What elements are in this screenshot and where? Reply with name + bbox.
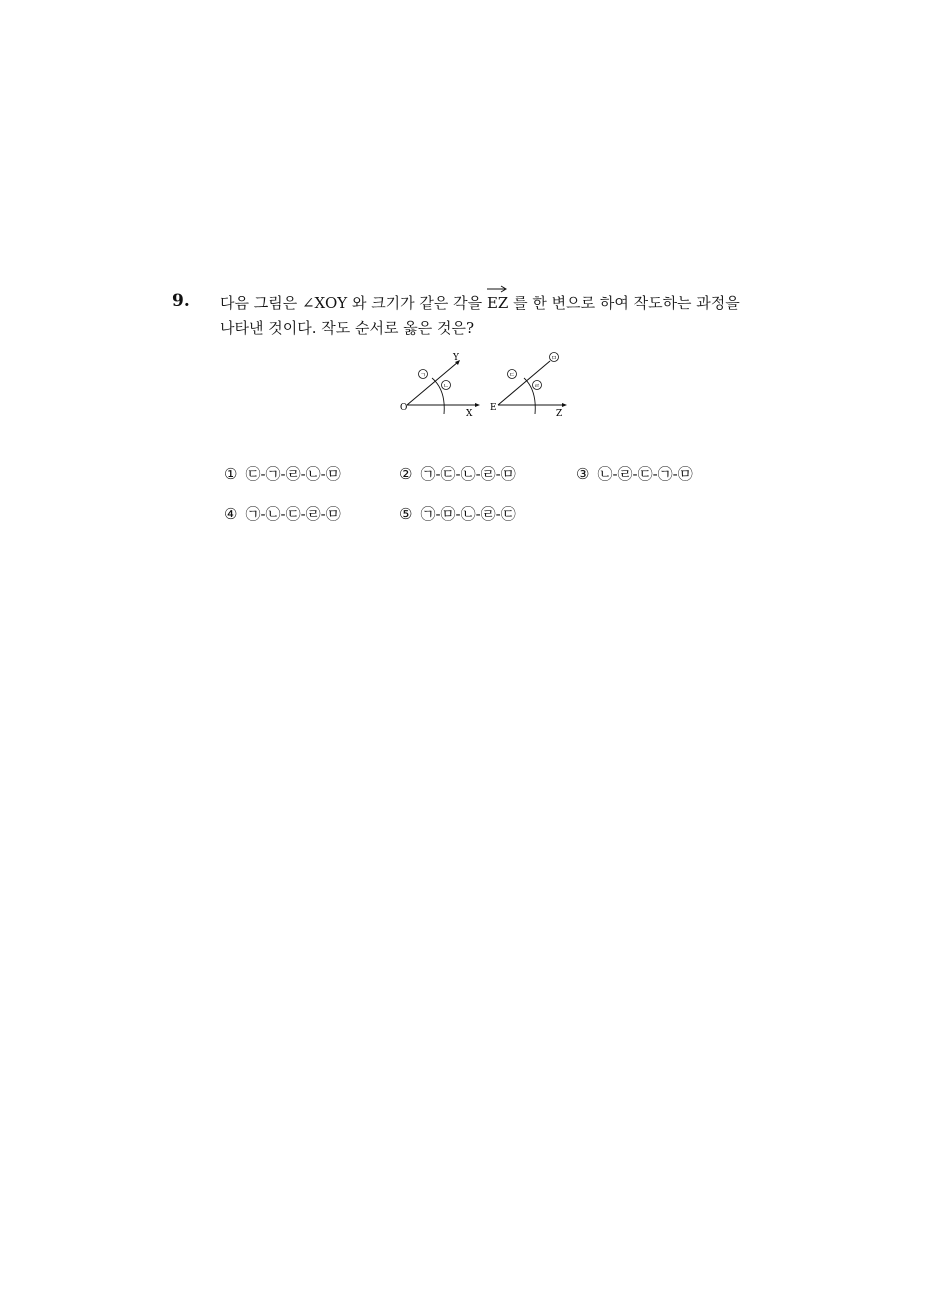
label-z: Z	[556, 409, 563, 419]
choice-text: ㉢-㉠-㉣-㉡-㉤	[245, 465, 341, 483]
answer-choice-5[interactable]	[399, 504, 516, 524]
label-o: O	[400, 403, 408, 413]
label-y: Y	[453, 353, 459, 363]
marker-giyeok: ㄱ	[420, 371, 426, 379]
question-text-line-2: 나타낸 것이다. 작도 순서로 옳은 것은?	[220, 319, 475, 337]
choice-number: ②	[399, 465, 413, 483]
answer-choice-2[interactable]	[399, 464, 516, 484]
marker-nieun: ㄴ	[443, 382, 449, 390]
choice-text: ㉡-㉣-㉢-㉠-㉤	[597, 465, 693, 483]
vector-arrow-icon	[487, 285, 507, 293]
label-e: E	[490, 403, 497, 413]
question-text-after-vector: 를 한 변으로 하여 작도하는 과정을	[508, 294, 740, 312]
choice-number: ③	[576, 465, 590, 483]
answer-choice-4[interactable]	[224, 504, 341, 524]
marker-digeut: ㄷ	[509, 371, 515, 379]
choice-text: ㉠-㉢-㉡-㉣-㉤	[420, 465, 516, 483]
question-text-line-1	[220, 291, 740, 313]
choice-number: ⑤	[399, 505, 413, 523]
construction-figure	[392, 348, 572, 423]
marker-rieul: ㄹ	[534, 382, 540, 390]
vector-ez	[487, 291, 508, 313]
choice-text: ㉠-㉡-㉢-㉣-㉤	[245, 505, 341, 523]
question-number: 9.	[172, 291, 190, 311]
figure-svg	[392, 348, 572, 423]
choice-text: ㉠-㉤-㉡-㉣-㉢	[420, 505, 516, 523]
answer-choice-1[interactable]	[224, 464, 341, 484]
vector-label: EZ	[486, 294, 509, 312]
arrowhead-x-icon	[475, 403, 480, 407]
answer-choice-3[interactable]	[576, 464, 693, 484]
label-x: X	[466, 409, 473, 419]
ray-e-upper	[498, 361, 550, 405]
arrowhead-z-icon	[562, 403, 567, 407]
marker-mieum: ㅁ	[551, 354, 557, 362]
choice-number: ①	[224, 465, 238, 483]
choice-number: ④	[224, 505, 238, 523]
question-text-before-vector: 다음 그림은 ∠XOY 와 크기가 같은 각을	[220, 294, 487, 312]
